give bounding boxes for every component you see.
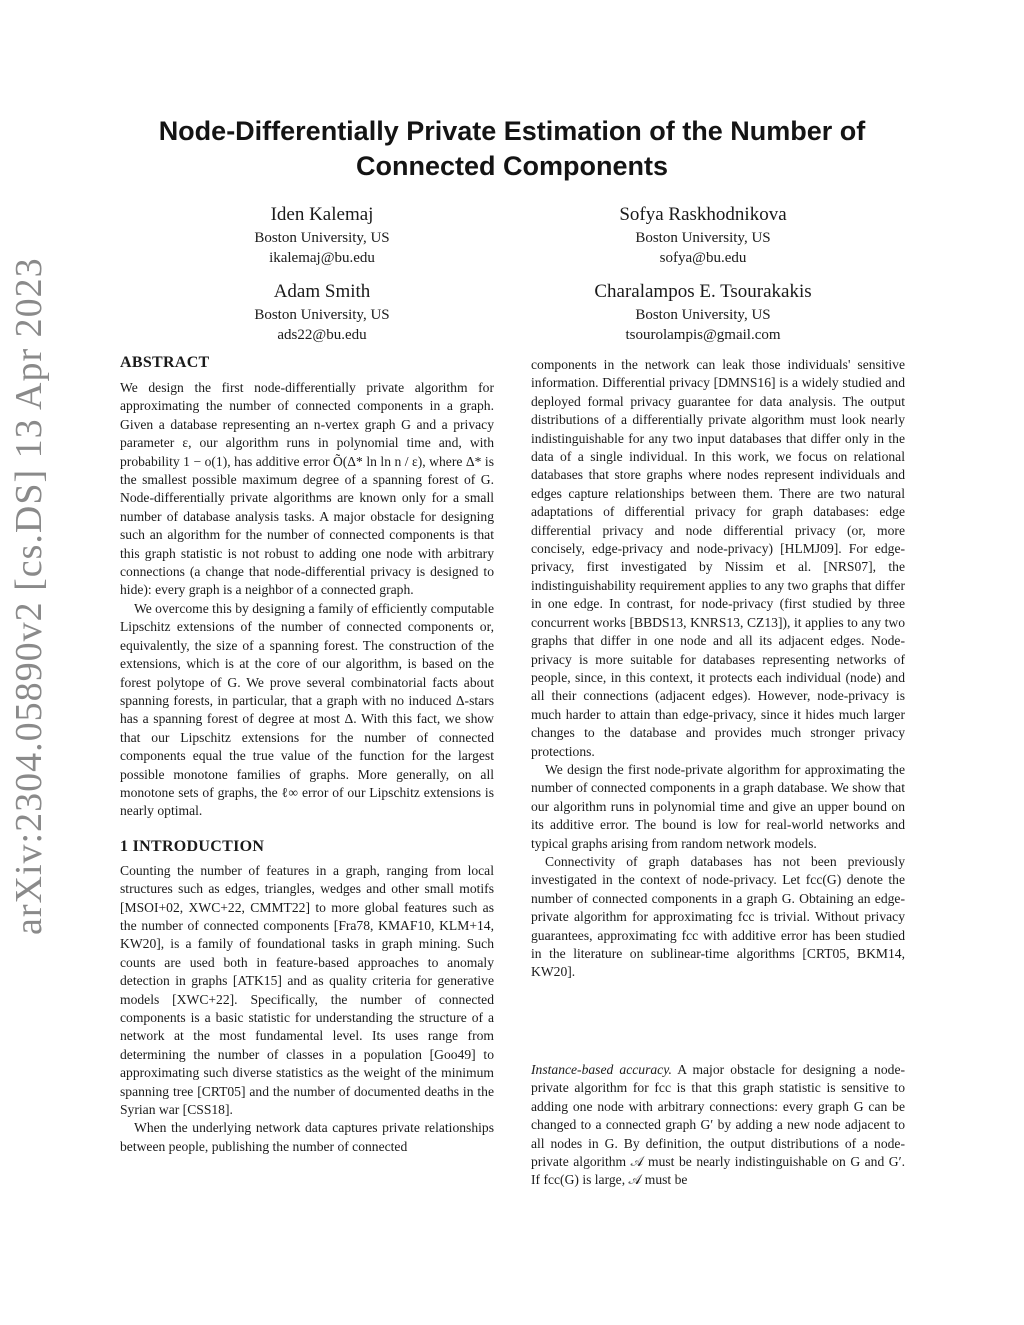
arxiv-stamp: arXiv:2304.05890v2 [cs.DS] 13 Apr 2023 [8,257,50,935]
author-affiliation: Boston University, US [254,230,390,246]
abstract-paragraph: We overcome this by designing a family of efficiently computable Lipschitz extensions of the number of connected components or, equivalently, the size of a spanning forest. The construction of the extensions, which is at the core of our algorithm, is based on the forest polytope of G. We prove several combinatorial facts about spanning forests, in particular, that a graph with no induced Δ-stars has a spanning forest of degree at most Δ. With this fact, we show that our Lipschitz extensions for the number of connected components equal the true value of the function for the largest possible monotone families of graphs. More generally, on all monotone sets of graphs, the ℓ∞ error of our Lipschitz extensions is nearly optimal. [120,600,494,819]
paragraph-heading: Instance-based accuracy. [531,1062,672,1077]
author-block [553,202,853,268]
paper-title: Node-Differentially Private Estimation of the Number of Connected Components [158,116,866,181]
intro-paragraph: When the underlying network data captures private relationships between people, publishing the number of connected [120,1120,494,1154]
author-affiliation: Boston University, US [254,307,390,323]
author-email: ads22@bu.edu [277,327,367,343]
author-affiliation: Boston University, US [635,230,771,246]
body-paragraph: Connectivity of graph databases has not been previously investigated in the context of node-privacy. Let fcc(G) denote the number of connected components in a graph G. Obtaining an edge-private algorithm for approximating fcc is trivial. Without privacy guarantees, approximating fcc with additive error has been studied in the literature on sublinear-time algorithms [CRT05, BKM14, KW20]. [531,853,905,980]
author-email: tsourolampis@gmail.com [625,327,781,343]
right-column [531,356,905,982]
author-name: Sofya Raskhodnikova [619,204,787,225]
right-column-lower [531,1061,905,1190]
author-name: Adam Smith [273,281,371,302]
author-email: ikalemaj@bu.edu [269,250,375,266]
body-paragraph [531,1061,905,1190]
body-paragraph: components in the network can leak those individuals' sensitive information. Differential privacy [DMNS16] is a widely studied and deployed formal privacy guarantee for data analysis. The output distributions of a differentially private algorithm must look nearly indistinguishable for any two input databases that differ only in the data of a single individual. In this work, we focus on relational databases that store graphs where nodes represent individuals and edges capture relationships between them. There are two natural adaptations of differential privacy for graph databases: edge differential privacy and node differential privacy (or, more concisely, edge-privacy and node-privacy) [HLMJ09]. For edge-privacy, first investigated by Nissim et al. [NRS07], the indistinguishability requirement applies to any two graphs that differ in one edge. In contrast, for node-privacy (first studied by three concurrent works [BBDS13, KNRS13, CZ13]), it applies to any two graphs that differ in one node and all its adjacent edges. Node-privacy is more suitable for databases representing networks of people, since, in this context, it protects each individual (node) and all their connections (adjacent edges). However, node-privacy is much harder to attain than edge-privacy, since it hides much larger changes to the database and provides much stronger privacy protections. [531,357,905,759]
author-email: sofya@bu.edu [659,250,747,266]
author-block [172,279,472,345]
intro-paragraph: Counting the number of features in a graph, ranging from local structures such as edges, triangles, wedges and other small motifs [MSOI+02, XWC+22, CMMT22] to more global features such as the number of connected components [Fra78, KMAF10, KLM+14, KW20], is a family of foundational tasks in graph mining. Such counts are used both in feature-based approaches to anomaly detection in graphs [ATK15] and as quality criteria for generative models [XWC+22]. Specifically, the number of connected components is a basic statistic for understanding the structure of a network at the most fundamental level. Its uses range from determining the number of classes in a population [Goo49] to approximating such diverse statistics as the weight of the minimum spanning tree [CRT05] and the number of documented deaths in the Syrian war [CSS18]. [120,862,494,1118]
author-affiliation: Boston University, US [635,307,771,323]
left-column [120,353,494,1156]
abstract-paragraph: We design the first node-differentially private algorithm for approximating the number of connected components in a graph. Given a database representing an n-vertex graph G and a privacy parameter ε, our algorithm runs in polynomial time and, with probability 1 − o(1), has additive error Õ(Δ* ln ln n / ε), where Δ* is the smallest possible maximum degree of a spanning forest of G. Node-differentially private algorithms are known only for a small number of database analysis tasks. A major obstacle for designing such an algorithm for the number of connected components is that this graph statistic is not robust to adding one node with arbitrary connections (a change that node-differential privacy is designed to hide): every graph is a neighbor of a connected graph. [120,380,494,598]
author-block [553,279,853,345]
body-paragraph: We design the first node-private algorithm for approximating the number of connected components in a graph database. We show that our algorithm runs in polynomial time and give an upper bound on its additive error. The bound is low for real-world networks and typical graphs arising from random network models. [531,761,905,851]
paragraph-text: A major obstacle for designing a node-private algorithm for fcc is that this graph statistic is sensitive to adding one node with arbitrary connections: every graph G can be changed to a connected graph G′ by adding a new node adjacent to all nodes in G. By definition, the output distributions of a node-private algorithm 𝒜 must be nearly indistinguishable on G and G′. If fcc(G) is large, 𝒜 must be [531,1062,906,1188]
author-block [172,202,472,268]
abstract-heading: ABSTRACT [120,354,210,371]
introduction-heading: 1 INTRODUCTION [120,837,265,855]
author-name: Iden Kalemaj [270,204,374,225]
author-name: Charalampos E. Tsourakakis [594,281,812,302]
